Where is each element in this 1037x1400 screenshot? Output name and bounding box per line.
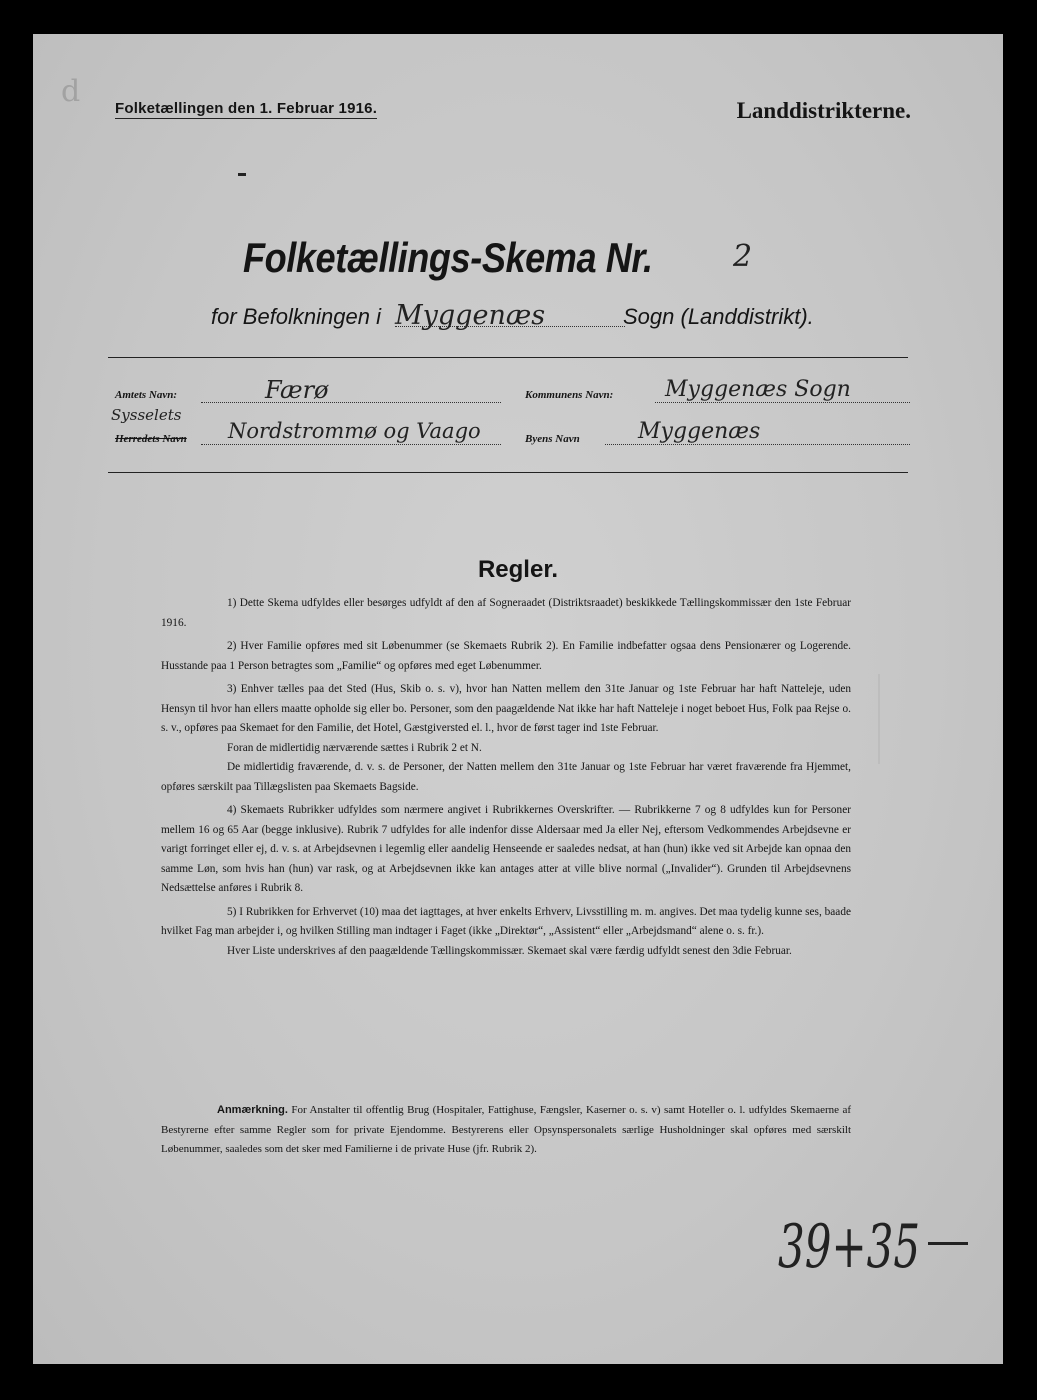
sogn-name-handwritten: Myggenæs	[395, 300, 546, 331]
note-section	[161, 1101, 851, 1160]
herred-label-struck: Herredets Navn	[115, 433, 187, 445]
subtitle-suffix: Sogn (Landdistrikt).	[623, 304, 814, 329]
herred-fill-line	[201, 444, 501, 445]
census-date-header: Folketællingen den 1. Februar 1916.	[115, 100, 378, 117]
by-value-handwritten: Myggenæs	[638, 419, 761, 444]
rule-3-absent: De midlertidig fraværende, d. v. s. de Personer, der Natten mellem den 31te Januar og 1ste Februar har været fraværende fra Hjemmet, opføres særskilt paa Tillægslisten paa Skemaets Bagside.	[161, 761, 851, 793]
kommune-fill-line	[655, 402, 910, 403]
amt-value-handwritten: Færø	[265, 376, 329, 404]
note-label: Anmærkning.	[217, 1104, 288, 1116]
rule-4: 4) Skemaets Rubrikker udfyldes som nærmere angivet i Rubrikkernes Overskrifter. — Rubrikkerne 7 og 8 udfyldes kun for Personer mellem 16 og 65 Aar (begge inklusive). Rubrik 7 udfyldes for alle indenfor disse Aldersaar med Ja eller Nej, eftersom Vedkommendes Arbejdsevne er varigt forringet eller ej, d. v. s. at Arbejdsevnen i legemlig eller aandelig Henseende er saaledes nedsat, at han (hun) ikke ved sit Arbejde kan opnaa den samme Løn, som hvis han (hun) var rask, og at Arbejdsevnen ikke kan antages atter at ville blive normal („Invalider“). Grunden til Arbejdsevnens Nedsættelse anføres i Rubrik 8.	[161, 804, 851, 894]
census-form-page	[33, 34, 1003, 1364]
kommune-value-handwritten: Myggenæs Sogn	[665, 377, 851, 402]
herred-value-handwritten: Nordstrommø og Vaago	[228, 419, 481, 443]
by-label: Byens Navn	[525, 433, 580, 445]
rule-5-signature: Hver Liste underskrives af den paagældende Tællingskommissær. Skemaet skal være færdig udfyldt senest den 3die Februar.	[227, 944, 792, 957]
top-divider	[108, 357, 908, 358]
rule-1: 1) Dette Skema udfyldes eller besørges udfyldt af den af Sogneraadet (Distriktsraadet) beskikkede Tællingskommissær den 1ste Februar 1916.	[161, 597, 851, 629]
rule-3-present: Foran de midlertidig nærværende sættes i Rubrik 2 et N.	[227, 741, 482, 754]
rule-5: 5) I Rubrikken for Erhvervet (10) maa det iagttages, at hver enkelts Erhverv, Livsstilling m. m. angives. Det maa tydelig kunne ses, baade hvilket Fag man arbejder i, og hvilken Stilling man indtager i Faget (ikke „Direktør“, „Assistent“ eller „Arbejdsmand“ alene o. s. fr.).	[161, 905, 851, 937]
ink-mark	[238, 173, 246, 176]
form-title: Folketællings-Skema Nr.	[243, 234, 653, 281]
rule-3: 3) Enhver tælles paa det Sted (Hus, Skib o. s. v), hvor han Natten mellem den 31te Januar og 1ste Februar har haft Natteleje, uden Hensyn til hvor han ellers maatte opholde sig eller bo. Personer, som den paagældende Nat ikke har haft Natteleje i noget beboet Hus, Folk paa Rejse o. s. v., opføres paa Skemaet for den Familie, det Hotel, Gæstgiversted el. l., hvor de først tager ind 1ste Februar.	[161, 683, 851, 734]
archive-number-dash	[928, 1242, 968, 1245]
herred-correction-handwritten: Sysselets	[111, 406, 182, 424]
note-text: For Anstalter til offentlig Brug (Hospitaler, Fattighuse, Fængsler, Kaserner o. s. v) samt Hoteller o. l. udfyldes Skemaerne af Bestyrerne efter samme Regler som for private Ejendomme. Bestyrerens eller Opsynspersonalets særlige Husholdninger skal opføres med særskilt Løbenummer, saaledes som det sker med Familierne i de private Huse (jfr. Rubrik 2).	[161, 1104, 852, 1155]
rule-2: 2) Hver Familie opføres med sit Løbenummer (se Skemaets Rubrik 2). En Familie indbefatter ogsaa dens Pensionærer og Logerende. Husstande paa 1 Person betragtes som „Familie“ og opføres med eget Løbenummer.	[161, 640, 851, 672]
bleed-through-mark: d	[61, 74, 81, 109]
amt-label: Amtets Navn:	[115, 389, 178, 401]
amt-fill-line	[201, 402, 501, 403]
bottom-divider	[108, 472, 908, 473]
district-type-header: Landdistrikterne.	[736, 98, 911, 123]
by-fill-line	[605, 444, 910, 445]
form-number-handwritten: 2	[733, 239, 753, 274]
archive-number-handwritten: 39+35	[778, 1212, 921, 1282]
rules-body	[161, 594, 851, 965]
subtitle-prefix: for Befolkningen i	[211, 304, 381, 329]
rules-heading: Regler.	[477, 556, 559, 583]
bleed-through-shadow	[878, 674, 960, 764]
kommune-label: Kommunens Navn:	[525, 389, 614, 401]
